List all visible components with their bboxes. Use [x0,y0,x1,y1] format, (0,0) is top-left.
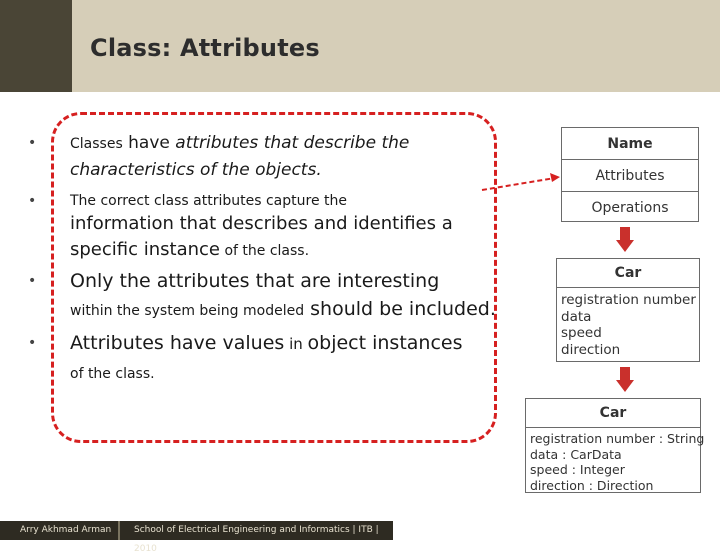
uml-class-generic [561,127,699,222]
uml-car-typed-attribute: registration number : String [530,431,705,446]
bullet-item-3: • Only the attributes that are interesting within the system being modeled should be included. [28,267,503,325]
header-accent-block [0,0,72,92]
uml-car-typed-name: Car [526,399,700,428]
uml-class-car [556,258,700,362]
slide-title: Class: Attributes [90,34,320,62]
uml-car-typed-attribute: speed : Integer [530,462,625,477]
uml-class-car-typed [525,398,705,493]
uml-car-attribute: speed [561,325,602,341]
uml-car-attribute: registration number [561,292,696,308]
bullet-item-1: • Classes have attributes that describe the characteristics of the objects. [28,130,503,183]
uml-car-typed-attribute: direction : Direction [530,477,654,493]
bullet-item-2: • The correct class attributes capture the information that describes and identifies a specific instance of the class. [28,191,503,263]
uml-car-attribute: data [561,308,592,325]
uml-car-attributes [557,288,699,358]
uml-car-attribute: direction [561,341,621,358]
uml-car-name: Car [557,259,699,288]
bullet-item-4: • Attributes have values in object instances of the class. [28,329,503,388]
uml-car-typed-attribute: data : CarData [530,446,622,462]
down-arrow-icon [616,367,634,393]
uml-car-typed-attributes [526,428,705,493]
uml-generic-attributes: Attributes [562,159,698,191]
connector-arrow-icon [480,160,572,194]
bullet-list [28,130,503,388]
uml-generic-operations: Operations [562,191,698,223]
uml-generic-name: Name [607,135,653,152]
footer-school: School of Electrical Engineering and Informatics | ITB | 2010 [118,521,393,540]
down-arrow-icon [616,227,634,253]
footer-author: Arry Akhmad Arman [0,521,118,540]
